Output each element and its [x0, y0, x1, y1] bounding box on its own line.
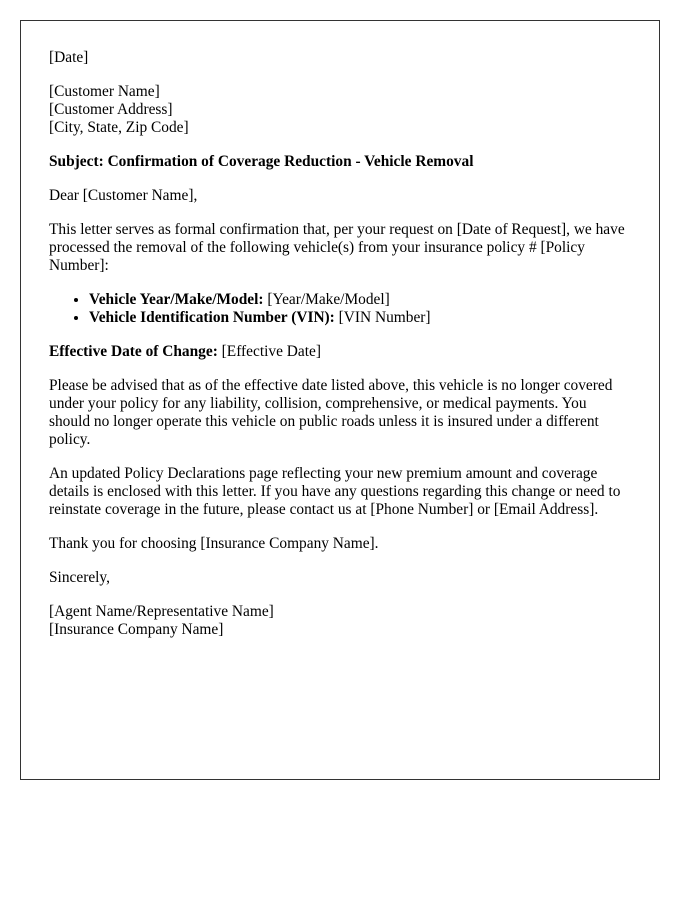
effective-date-value: [Effective Date] — [217, 343, 321, 360]
recipient-address: [Customer Address] — [49, 101, 173, 118]
signature-company-name: [Insurance Company Name] — [49, 621, 224, 638]
letter-page — [20, 20, 660, 780]
vehicle-item-label: Vehicle Identification Number (VIN): — [89, 309, 335, 326]
declarations-paragraph: An updated Policy Declarations page reflecting your new premium amount and coverage details is enclosed with this letter. If you have any questions regarding this change or need to reinstate coverage in the future, please contact us at [Phone Number] or [Email Address]. — [49, 465, 621, 518]
intro-paragraph: This letter serves as formal confirmation that, per your request on [Date of Request], we have processed the removal of the following vehicle(s) from your insurance policy # [Policy Number]: — [49, 221, 625, 274]
recipient-address-block — [49, 83, 631, 137]
salutation: Dear [Customer Name], — [49, 187, 198, 204]
advisory-paragraph: Please be advised that as of the effective date listed above, this vehicle is no longer covered under your policy for any liability, collision, comprehensive, or medical payments. You should no longer operate this vehicle on public roads unless it is insured under a different policy. — [49, 377, 613, 448]
signature-block — [49, 603, 631, 639]
effective-date-line — [49, 343, 631, 361]
thank-you-line: Thank you for choosing [Insurance Company Name]. — [49, 535, 379, 552]
vehicle-list — [49, 291, 631, 327]
closing-line: Sincerely, — [49, 569, 110, 586]
recipient-city-state-zip: [City, State, Zip Code] — [49, 119, 189, 136]
vehicle-list-item — [89, 309, 631, 327]
letter-date: [Date] — [49, 49, 89, 66]
effective-date-label: Effective Date of Change: — [49, 343, 218, 360]
letter-subject: Subject: Confirmation of Coverage Reduction - Vehicle Removal — [49, 153, 474, 170]
signature-agent-name: [Agent Name/Representative Name] — [49, 603, 274, 620]
vehicle-list-item — [89, 291, 631, 309]
vehicle-item-value: [VIN Number] — [334, 309, 431, 326]
vehicle-item-value: [Year/Make/Model] — [263, 291, 390, 308]
recipient-name: [Customer Name] — [49, 83, 160, 100]
vehicle-item-label: Vehicle Year/Make/Model: — [89, 291, 264, 308]
